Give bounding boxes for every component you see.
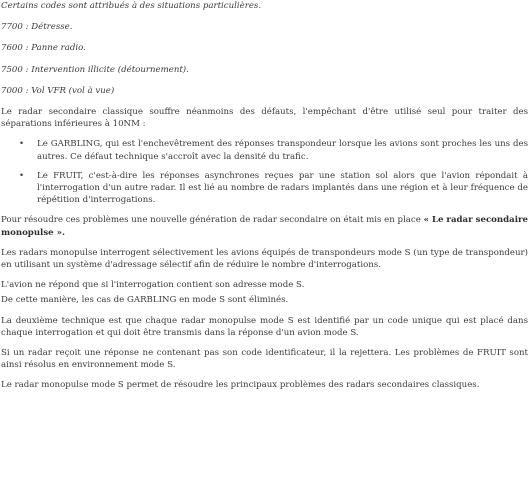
reply-line-1: L'avion ne répond que si l'interrogation contient son adresse mode S. [1,280,305,291]
solution-paragraph [1,214,528,238]
bullet-icon: • [19,170,25,181]
defects-list [1,138,528,206]
code-7700: 7700 : Détresse. [1,22,73,33]
conclusion-paragraph: Le radar monopulse mode S permet de résoudre les principaux problèmes des radars secondaires classiques. [1,380,480,391]
solution-text: Pour résoudre ces problèmes une nouvelle génération de radar secondaire on était mis en place [1,215,424,226]
list-item-fruit [1,170,528,207]
code-7500: 7500 : Intervention illicite (détournement). [1,64,189,75]
code-7600: 7600 : Panne radio. [1,43,86,54]
solution-bold: « Le radar secondaire monopulse ». [1,215,528,238]
radar-defects-intro: Le radar secondaire classique souffre néanmoins des défauts, l'empêchant d'être utilisé seul pour traiter des séparations inférieures à 10NM : [1,107,528,130]
intro-text: Certains codes sont attribués à des situations particulières. [1,1,262,11]
monopulse-description: Les radars monopulse interrogent sélectivement les avions équipés de transpondeurs mode S (un type de transpondeur) en utilisant un système d'adressage sélectif afin de réduire le nombre d'interrogations. [1,247,528,271]
code-7000: 7000 : Vol VFR (vol à vue) [1,85,115,96]
list-item-text: Le FRUIT, c'est-à-dire les réponses asynchrones reçues par une station sol alors que l'avion répondait à l'interrogation d'un autre radar. Il est lié au nombre de radars implantés dans une région et à leur fréquence de répétition d'interrogations. [37,170,528,206]
list-item-garbling [1,138,528,162]
bullet-icon: • [19,139,25,150]
list-item-text: Le GARBLING, qui est l'enchevêtrement des réponses transpondeur lorsque les avions sont proches les uns des autres. Ce défaut technique s'accroît avec la densité du trafic. [37,139,528,162]
second-technique-paragraph: La deuxième technique est que chaque radar monopulse mode S est identifié par un code unique qui est placé dans chaque interrogation et qui doit être transmis dans la réponse d'un avion mode S. [1,315,528,338]
reply-line-2: De cette manière, les cas de GARBLING en mode S sont éliminés. [1,295,289,306]
reject-paragraph: Si un radar reçoit une réponse ne contenant pas son code identificateur, il la rejettera. Les problèmes de FRUIT sont ainsi résolus en environnement mode S. [1,348,528,371]
